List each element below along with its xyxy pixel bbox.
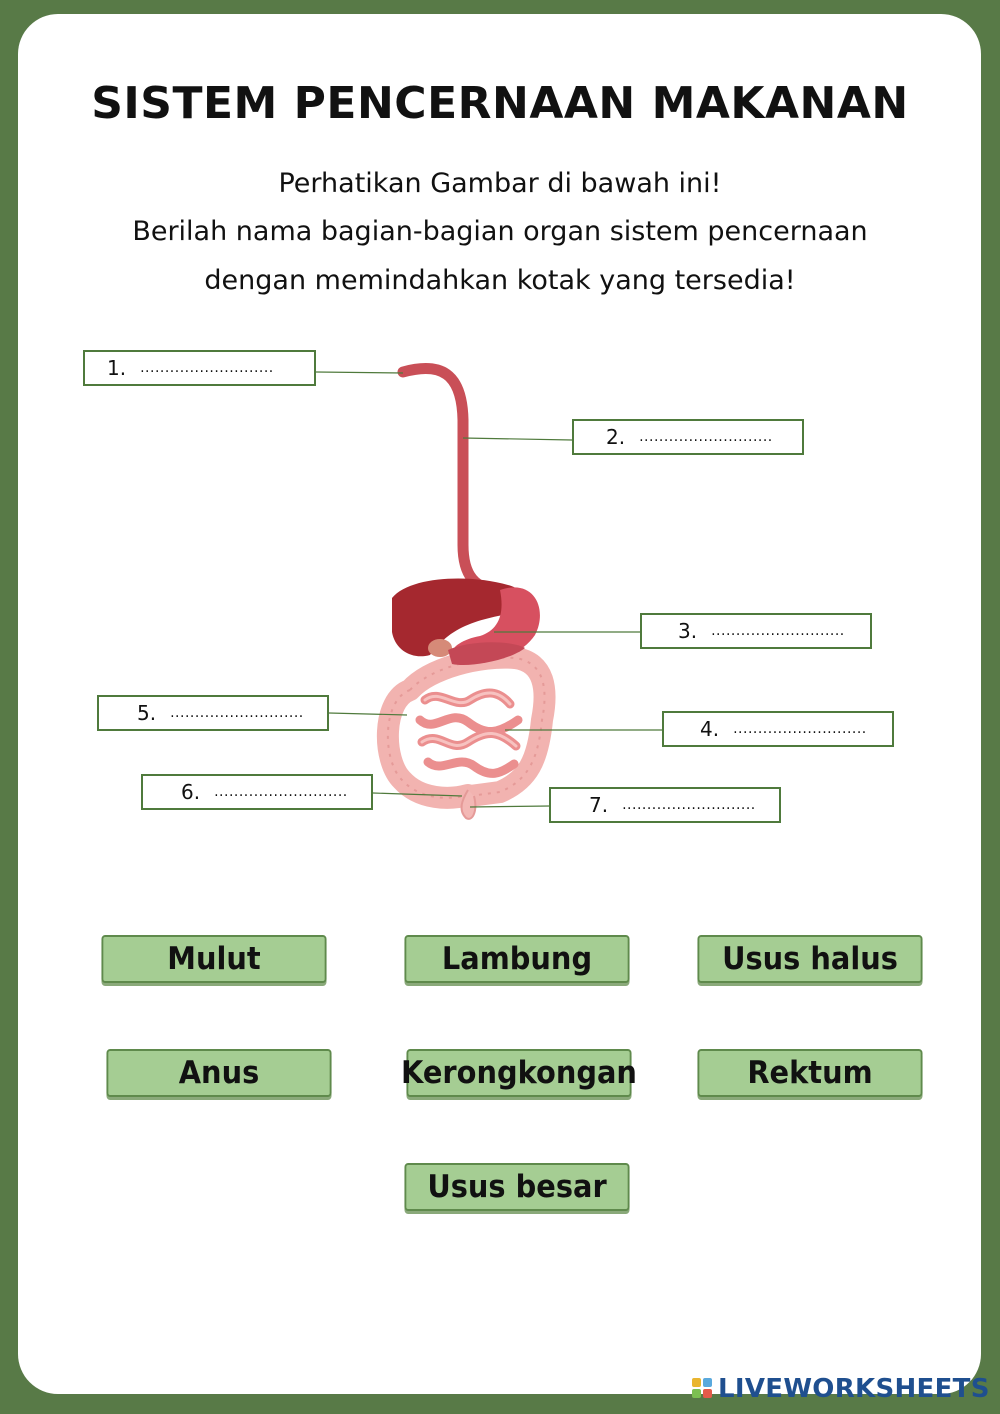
answer-box-2[interactable]: [572, 419, 804, 455]
large-intestine-shape: [388, 658, 545, 798]
option-mulut[interactable]: Mulut: [101, 935, 326, 983]
answer-box-4[interactable]: [662, 711, 894, 747]
answer-box-5[interactable]: [97, 695, 329, 731]
option-kerongkongan[interactable]: Kerongkongan: [406, 1049, 631, 1097]
page-title: SISTEM PENCERNAAN MAKANAN: [91, 78, 909, 129]
brand-name: LIVEWORKSHEETS: [718, 1374, 990, 1404]
answer-blank: ...........................: [733, 721, 867, 737]
answer-box-7[interactable]: [549, 787, 781, 823]
option-lambung[interactable]: Lambung: [404, 935, 629, 983]
gallbladder-shape: [428, 639, 452, 657]
answer-blank: ...........................: [140, 360, 274, 376]
answer-blank: ...........................: [639, 429, 773, 445]
answer-box-number: 1.: [107, 356, 127, 380]
answer-box-number: 5.: [137, 701, 157, 725]
instruction-line-3: dengan memindahkan kotak yang tersedia!: [204, 265, 796, 296]
answer-blank: ...........................: [170, 705, 304, 721]
esophagus-shape: [403, 368, 500, 590]
instruction-line-2: Berilah nama bagian-bagian organ sistem pencernaan: [132, 216, 868, 247]
instruction-line-1: Perhatikan Gambar di bawah ini!: [278, 168, 722, 199]
answer-box-6[interactable]: [141, 774, 373, 810]
answer-box-number: 2.: [606, 425, 626, 449]
answer-blank: ...........................: [711, 623, 845, 639]
answer-box-number: 7.: [589, 793, 609, 817]
answer-box-number: 3.: [678, 619, 698, 643]
answer-blank: ...........................: [214, 784, 348, 800]
option-usus-halus[interactable]: Usus halus: [697, 935, 922, 983]
liveworksheets-logo: [692, 1374, 990, 1404]
answer-box-1[interactable]: [83, 350, 316, 386]
option-usus-besar[interactable]: Usus besar: [404, 1163, 629, 1211]
option-anus[interactable]: Anus: [106, 1049, 331, 1097]
answer-box-3[interactable]: [640, 613, 872, 649]
answer-box-number: 4.: [700, 717, 720, 741]
answer-box-number: 6.: [181, 780, 201, 804]
small-intestine-shape: [420, 693, 518, 773]
answer-blank: ...........................: [622, 797, 756, 813]
liveworksheets-icon: [692, 1378, 714, 1400]
option-rektum[interactable]: Rektum: [697, 1049, 922, 1097]
